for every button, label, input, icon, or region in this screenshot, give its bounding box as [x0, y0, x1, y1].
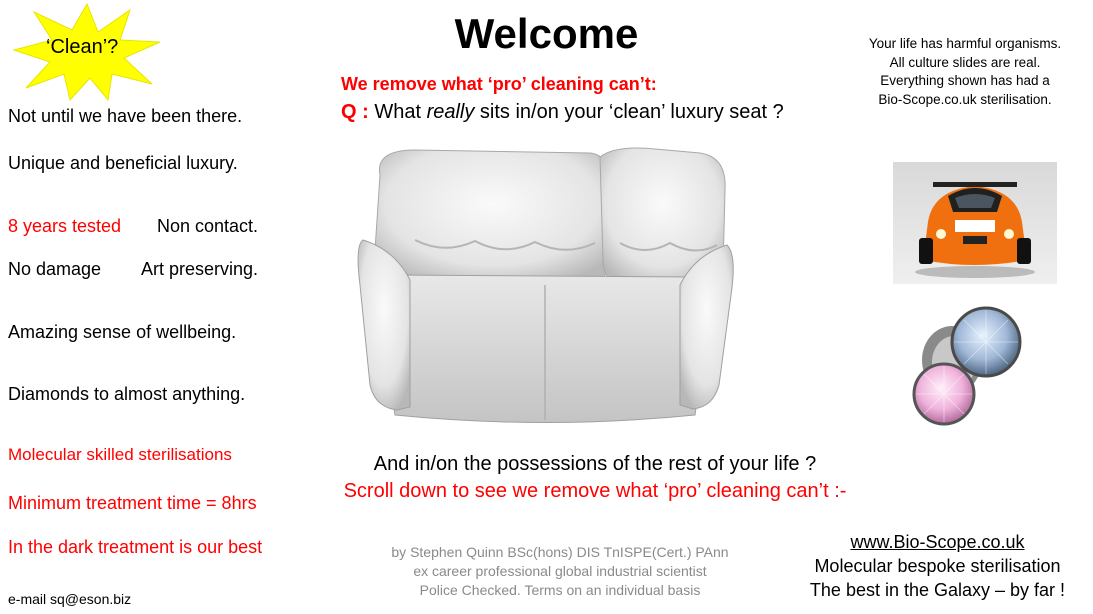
note-line: Your life has harmful organisms.	[868, 36, 1062, 51]
scroll-prompt: Scroll down to see we remove what ‘pro’ cleaning can’t :-	[343, 480, 847, 502]
site-tagline: Molecular bespoke sterilisation	[814, 556, 1061, 576]
white-leather-sofa-image	[355, 145, 735, 430]
possessions-question: And in/on the possessions of the rest of your life ?	[373, 453, 817, 475]
note-line: Everything shown has had a	[880, 73, 1050, 88]
list-item: No damage	[8, 259, 102, 279]
list-item: Amazing sense of wellbeing.	[8, 322, 237, 342]
q-prefix: Q :	[341, 101, 369, 123]
tagline-question	[341, 101, 784, 124]
site-info	[785, 530, 1090, 602]
q-italic: really	[426, 101, 475, 123]
page-title: Welcome	[454, 10, 639, 57]
list-item: Unique and beneficial luxury.	[8, 153, 238, 173]
note-line: All culture slides are real.	[889, 54, 1041, 70]
credit-line: Police Checked. Terms on an individual basis	[419, 582, 701, 598]
gem-rings-image	[912, 298, 1030, 433]
list-item: Diamonds to almost anything.	[8, 384, 246, 404]
burst-label: ‘Clean’?	[46, 36, 119, 58]
note-line: Bio-Scope.co.uk sterilisation.	[878, 91, 1052, 107]
website-link[interactable]: www.Bio-Scope.co.uk	[850, 532, 1025, 552]
credits	[340, 543, 780, 600]
credit-line: by Stephen Quinn BSc(hons) DIS TnISPE(Cert.) PAnn	[391, 544, 729, 560]
list-item: Minimum treatment time = 8hrs	[8, 493, 257, 513]
email-contact[interactable]: e-mail sq@eson.biz	[8, 591, 132, 607]
list-item: 8 years tested	[8, 216, 122, 236]
credit-line: ex career professional global industrial scientist	[413, 563, 707, 579]
q-after: sits in/on your ‘clean’ luxury seat ?	[474, 101, 784, 123]
right-notes	[835, 35, 1093, 109]
list-item: Non contact.	[157, 216, 259, 236]
race-car-image	[893, 162, 1057, 284]
list-item: Not until we have been there.	[8, 106, 243, 126]
list-item: Art preserving.	[141, 259, 259, 279]
list-item: Molecular skilled sterilisations	[8, 445, 232, 464]
q-before: What	[368, 101, 427, 123]
list-item: In the dark treatment is our best	[8, 537, 263, 557]
tagline-headline: We remove what ‘pro’ cleaning can’t:	[341, 74, 657, 94]
site-slogan: The best in the Galaxy – by far !	[809, 580, 1066, 600]
